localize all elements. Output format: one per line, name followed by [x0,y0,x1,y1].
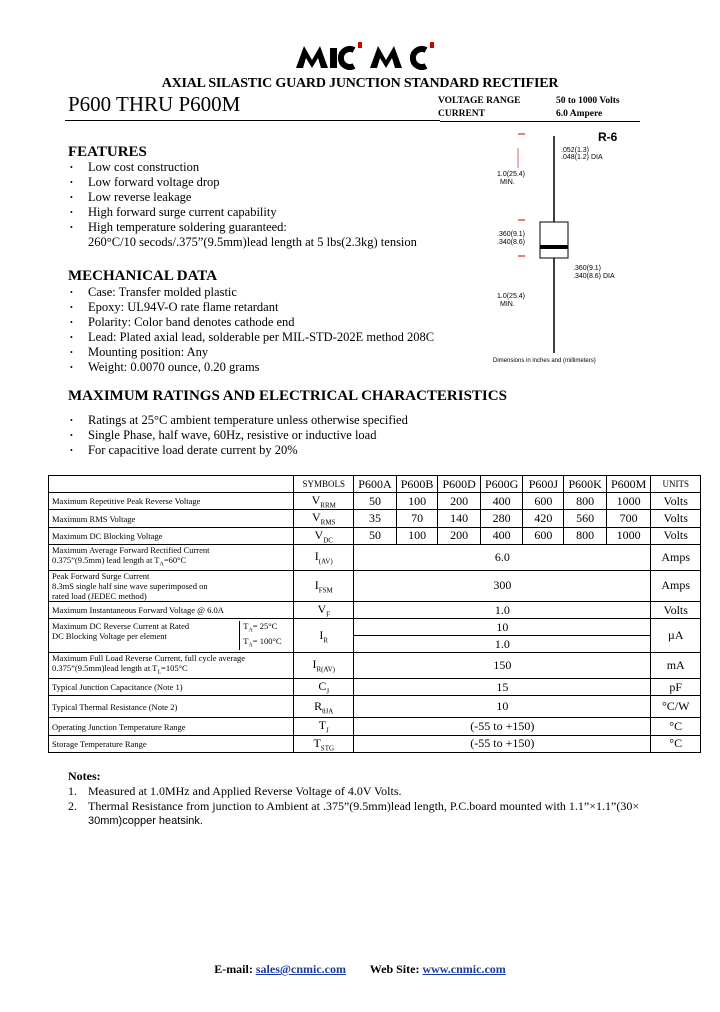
body-length-1: .360(9.1) [497,231,526,238]
company-logo [290,38,440,75]
table-header-row [49,476,701,493]
table-row: Maximum DC Blocking Voltage $V_{DC}$ 50 100 200 400 600 800 1000 Volts [49,527,701,544]
note-1: Measured at 1.0MHz and Applied Reverse Voltage of 4.0V Volts. [88,784,402,798]
header-part: P600M [606,476,651,493]
list-item: • High forward surge current capability [68,205,488,220]
diagram-caption: Dimensions in inches and (millimeters) [493,358,596,364]
note-2: Thermal Resistance from junction to Ambient at .375”(9.5mm)lead length, P.C.board mounted with 1.1”×1.1”(30× [88,799,640,813]
soldering-detail: 260°C/10 secods/.375”(9.5mm)lead length at 5 lbs(2.3kg) tension [88,235,417,249]
header-part: P600G [480,476,522,493]
lead-length-top: 1.0(25.4) [497,171,526,178]
lead-length-bottom: 1.0(25.4) [497,293,526,300]
table-row: Typical Junction Capacitance (Note 1) $C_J$ 15 pF [49,678,701,695]
ratings-table [48,475,701,753]
part-range: P600 THRU P600M [68,92,241,116]
table-row: 1.0 [49,636,701,653]
mic-logo-icon [290,38,440,70]
mechanical-list [68,285,488,375]
ratings-heading: MAXIMUM RATINGS AND ELECTRICAL CHARACTERISTICS [68,388,507,404]
voltage-range-label: VOLTAGE RANGE [438,96,521,106]
ratings-list [68,413,518,458]
list-item: • Ratings at 25°C ambient temperature unless otherwise specified [68,413,518,428]
header-part: P600K [564,476,606,493]
table-row: Maximum Average Forward Rectified Current 0.375”(9.5mm) lead length at $T_A=60^\circ C$ $I_{(AV)}$ 6.0 Amps [49,545,701,571]
list-item: • For capacitive load derate current by 20% [68,443,518,458]
features-list [68,160,488,250]
lead-length-top-min: MIN. [500,179,515,186]
table-row: Maximum RMS Voltage $V_{RMS}$ 35 70 140 280 420 560 700 Volts [49,510,701,527]
email-link[interactable]: sales@cnmic.com [255,962,346,976]
body-dia-1: .360(9.1) [573,265,602,272]
mechanical-heading: MECHANICAL DATA [68,268,218,284]
table-row: Storage Temperature Range $T_{STG}$ (-55 to +150) °C [49,735,701,752]
header-rule [65,120,440,121]
web-label: Web Site: [369,962,420,976]
lead-dia-label: .052(1.3) [561,147,590,154]
list-item: • Epoxy: UL94V-O rate flame retardant [68,300,488,315]
notes-heading: Notes: [68,769,101,783]
notes-section: Notes: 1. Measured at 1.0MHz and Applied Reverse Voltage of 4.0V Volts. 2. Thermal Resistance from junction to Ambient at .375”(9.5mm)lead length, P.C.board mounted with 1.1”×1.1”(30× 30mm)copper heatsink. [68,769,708,829]
header-rule-2 [440,121,640,122]
current-label: CURRENT [438,109,485,119]
list-item: • Low reverse leakage [68,190,488,205]
list-item: • Single Phase, half wave, 60Hz, resistive or inductive load [68,428,518,443]
header-part: P600A [354,476,396,493]
email-label: E-mail: [214,962,253,976]
list-item: • Low forward voltage drop [68,175,488,190]
list-item: • Mounting position: Any [68,345,488,360]
table-row: Maximum Repetitive Peak Reverse Voltage $V_{RRM}$ 50 100 200 400 600 800 1000 Volts [49,493,701,510]
note-2-cont: 30mm)copper heatsink. [88,815,203,827]
lead-length-bottom-min: MIN. [500,301,515,308]
features-heading: FEATURES [68,144,147,160]
header-part: P600B [396,476,438,493]
header-part: P600J [523,476,564,493]
current-value: 6.0 Ampere [556,109,603,119]
body-dia-2: .340(8.6) DIA [573,273,615,280]
package-diagram [485,128,635,373]
document-title: AXIAL SILASTIC GUARD JUNCTION STANDARD RECTIFIER [161,76,559,91]
lead-dia-label-2: .048(1.2) DIA [561,154,603,161]
list-item: • Low cost construction [68,160,488,175]
list-item: • Polarity: Color band denotes cathode end [68,315,488,330]
header-symbols: SYMBOLS [294,476,354,493]
header-part: P600D [438,476,480,493]
table-row: Maximum Instantaneous Forward Voltage @ 6.0A $V_F$ 1.0 Volts [49,601,701,618]
list-item: • Case: Transfer molded plastic [68,285,488,300]
body-length-2: .340(8.6) [497,239,526,246]
list-item: • High temperature soldering guaranteed: [68,220,488,235]
table-row: Peak Forward Surge Current 8.3mS single half sine wave superimposed on rated load (JEDEC method) $I_{FSM}$ 300 Amps [49,570,701,601]
table-row: Typical Thermal Resistance (Note 2) $R_{\theta JA}$ 10 °C/W [49,696,701,718]
rating-summary [438,95,678,121]
table-row: Maximum DC Reverse Current at Rated DC Blocking Voltage per element $T_A= 25^\circ C$ $T_A= 100^\circ C$ $I_R$ 10 µA [49,619,701,636]
package-name: R-6 [598,130,618,144]
voltage-range-value: 50 to 1000 Volts [556,96,620,106]
table-row: Operating Junction Temperature Range $T_J$ (-55 to +150) °C [49,718,701,735]
header-units: UNITS [651,476,701,493]
list-item: • Lead: Plated axial lead, solderable per MIL-STD-202E method 208C [68,330,488,345]
table-row: Maximum Full Load Reverse Current, full cycle average 0.375”(9.5mm)lead length at $T_L=105^\circ C$ $I_{R(AV)}$ 150 mA [49,653,701,679]
list-item: • Weight: 0.0070 ounce, 0.20 grams [68,360,488,375]
web-link[interactable]: www.cnmic.com [422,962,506,976]
footer [0,962,720,977]
